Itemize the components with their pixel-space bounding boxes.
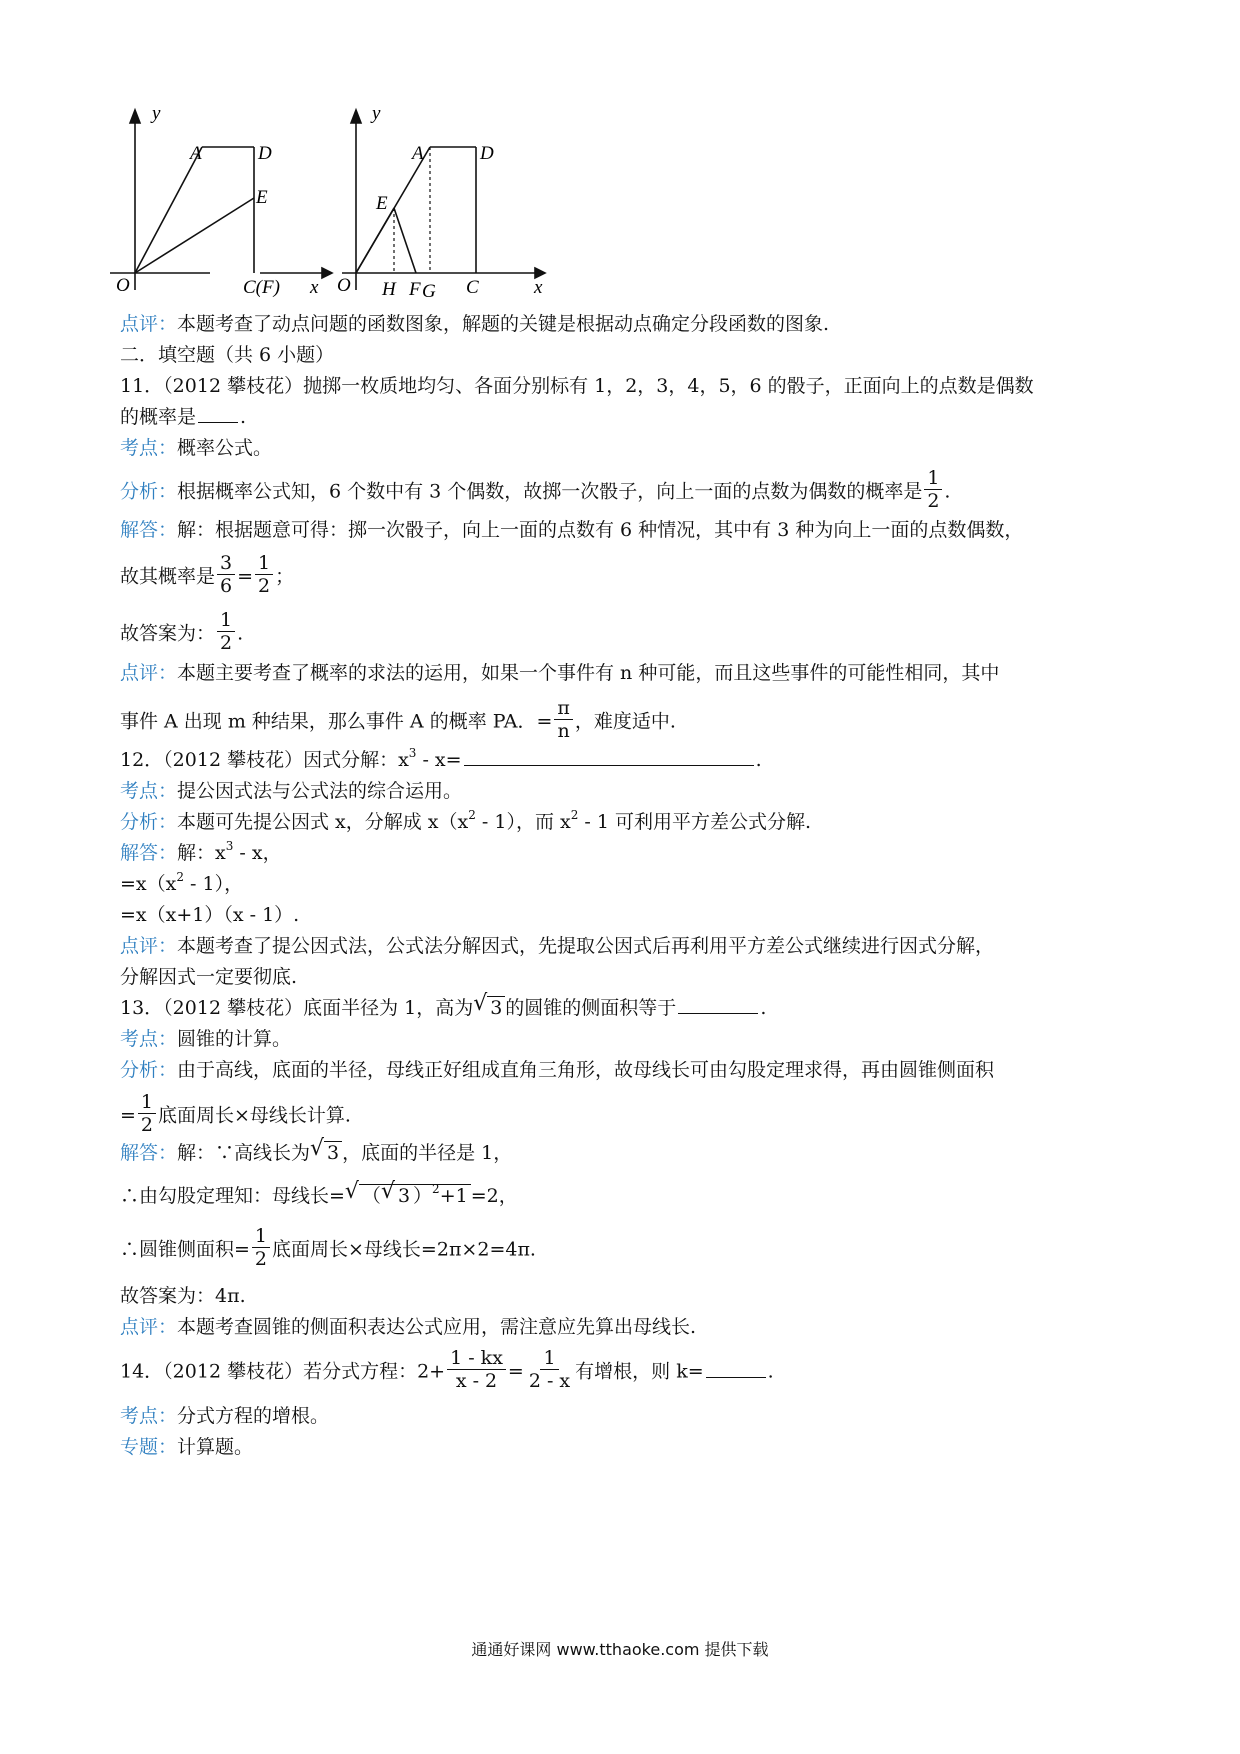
q13-answer: 故答案为：4π. bbox=[120, 1285, 246, 1307]
graph-left bbox=[110, 110, 332, 290]
graph-right bbox=[342, 110, 545, 290]
q13-keypoint: 考点：圆锥的计算。 bbox=[120, 1028, 292, 1050]
graph-right-y-label: y bbox=[372, 105, 381, 124]
page-footer: 通通好课网 www.tthaoke.com 提供下载 bbox=[471, 1640, 769, 1659]
graph-right-x-label: x bbox=[534, 277, 543, 298]
q11-solution-cont: 故其概率是 $\frac{3}{6}$ = $\frac{1}{2}$ ； bbox=[120, 552, 295, 597]
graph-left-point-d: D bbox=[258, 143, 272, 164]
answer-blank bbox=[198, 402, 238, 423]
graph-right-point-e: E bbox=[376, 193, 388, 214]
q12-solution-line3: =x（x+1）（x - 1）. bbox=[120, 904, 300, 926]
q13-analysis-cont: = $\frac{1}{2}$ 底面周长×母线长计算. bbox=[120, 1091, 351, 1136]
q10-comment bbox=[120, 308, 829, 340]
fraction: $\frac{1 - kx}{x - 2}$ bbox=[447, 1347, 506, 1392]
sqrt-expr: √ （ √ 3 ）$^2$+1 bbox=[345, 1180, 471, 1212]
sqrt-expr: √ 3 bbox=[310, 1137, 342, 1169]
graph-right-dashes bbox=[394, 147, 430, 273]
fraction: $\frac{1}{2}$ bbox=[255, 552, 273, 597]
q12-analysis: 分析：本题可先提公因式 x，分解成 $x(x^2 - 1)$，而 $x^2 - 1$ 可利用平方差公式分解. bbox=[120, 808, 812, 833]
graph-right-point-c: C bbox=[466, 277, 479, 298]
q13-solution: 解答：解：∵高线长为 √ 3 ，底面的半径是 1， bbox=[120, 1137, 512, 1169]
q11-answer: 故答案为： $\frac{1}{2}$ . bbox=[120, 609, 244, 654]
q11-comment-cont: 事件 A 出现 m 种结果，那么事件 A 的概率 PA．= $\frac{\pi}{n}$ ，难度适中. bbox=[120, 697, 676, 742]
q12-stem: 12．（2012 攀枝花）因式分解：$x^3 - x=$ . bbox=[120, 746, 762, 771]
fraction: $\frac{1}{2}$ bbox=[217, 609, 235, 654]
fraction: $\frac{3}{6}$ bbox=[217, 552, 235, 597]
graph-left-y-label: y bbox=[152, 105, 161, 124]
graph-right-point-g: G bbox=[422, 281, 436, 302]
q12-comment: 点评：本题考查了提公因式法，公式法分解因式，先提取公因式后再利用平方差公式继续进行因式分解， bbox=[120, 935, 995, 957]
function-graphs bbox=[110, 105, 570, 305]
fraction: $\frac{\pi}{n}$ bbox=[554, 697, 573, 742]
q14-stem: 14．（2012 攀枝花）若分式方程：2+ $\frac{1 - kx}{x - 2}$ = $\frac{1}{2 - x}$ 有增根，则 k= . bbox=[120, 1347, 774, 1392]
graph-right-point-d: D bbox=[480, 143, 494, 164]
sqrt-expr: √ 3 bbox=[381, 1180, 413, 1212]
graph-left-point-cf: C(F) bbox=[243, 277, 280, 298]
answer-blank bbox=[678, 993, 758, 1014]
graph-right-point-h: H bbox=[382, 279, 396, 300]
sqrt-expr: √ 3 bbox=[473, 992, 505, 1024]
q13-comment: 点评：本题考查圆锥的侧面积表达公式应用，需注意应先算出母线长. bbox=[120, 1316, 697, 1338]
q11-keypoint: 考点：概率公式。 bbox=[120, 437, 273, 459]
graph-right-origin: O bbox=[337, 275, 351, 296]
q11-solution: 解答：解：根据题意可得：掷一次骰子，向上一面的点数有 6 种情况，其中有 3 种为向上一面的点数偶数， bbox=[120, 519, 1024, 541]
q13-stem: 13．（2012 攀枝花）底面半径为 1，高为 √ 3 的圆锥的侧面积等于 . bbox=[120, 992, 766, 1024]
fraction: $\frac{1}{2}$ bbox=[924, 467, 942, 512]
q13-analysis: 分析：由于高线，底面的半径，母线正好组成直角三角形，故母线长可由勾股定理求得，再由圆锥侧面积 bbox=[120, 1059, 995, 1081]
q14-topic: 专题：计算题。 bbox=[120, 1436, 254, 1458]
q12-keypoint: 考点：提公因式法与公式法的综合运用。 bbox=[120, 780, 463, 802]
graph-right-point-a: A bbox=[412, 143, 424, 164]
q14-keypoint: 考点：分式方程的增根。 bbox=[120, 1405, 330, 1427]
q13-solution-line3: ∴圆锥侧面积= $\frac{1}{2}$ 底面周长×母线长=2π×2=4π. bbox=[120, 1225, 536, 1270]
answer-blank bbox=[706, 1357, 766, 1378]
q11-comment: 点评：本题主要考查了概率的求法的运用，如果一个事件有 n 种可能，而且这些事件的可能性相同，其中 bbox=[120, 662, 1000, 684]
graph-left-x-label: x bbox=[310, 277, 319, 298]
q11-stem: 11．（2012 攀枝花）抛掷一枚质地均匀、各面分别标有 1，2，3，4，5，6 的骰子，正面向上的点数是偶数 bbox=[120, 375, 1034, 397]
graph-left-origin: O bbox=[116, 275, 130, 296]
q13-solution-line2: ∴由勾股定理知：母线长= √ （ √ 3 ）$^2$+1 =2， bbox=[120, 1180, 518, 1212]
section-heading: 二．填空题（共 6 小题） bbox=[120, 344, 335, 366]
graph-left-point-e: E bbox=[256, 187, 268, 208]
graph-left-point-a: A bbox=[190, 143, 202, 164]
comment-label: 点评： bbox=[120, 313, 178, 335]
comment-text: 本题考查了动点问题的函数图象，解题的关键是根据动点确定分段函数的图象. bbox=[177, 313, 830, 335]
graph-right-point-f: F bbox=[409, 279, 421, 300]
q11-stem-cont: 的概率是 . bbox=[120, 401, 246, 433]
q12-solution: 解答：解：$x^3$ - x， bbox=[120, 839, 282, 864]
q12-solution-line2: $=x(x^2 - 1)$， bbox=[120, 870, 244, 895]
fraction: $\frac{1}{2}$ bbox=[138, 1091, 156, 1136]
q11-analysis: 分析：根据概率公式知，6 个数中有 3 个偶数，故掷一次骰子，向上一面的点数为偶数的概率是 $\frac{1}{2}$ . bbox=[120, 467, 951, 512]
q12-comment-cont: 分解因式一定要彻底. bbox=[120, 966, 298, 988]
fraction: $\frac{1}{2 - x}$ bbox=[528, 1347, 571, 1392]
fraction: $\frac{1}{2}$ bbox=[252, 1225, 270, 1270]
answer-blank bbox=[464, 745, 754, 766]
